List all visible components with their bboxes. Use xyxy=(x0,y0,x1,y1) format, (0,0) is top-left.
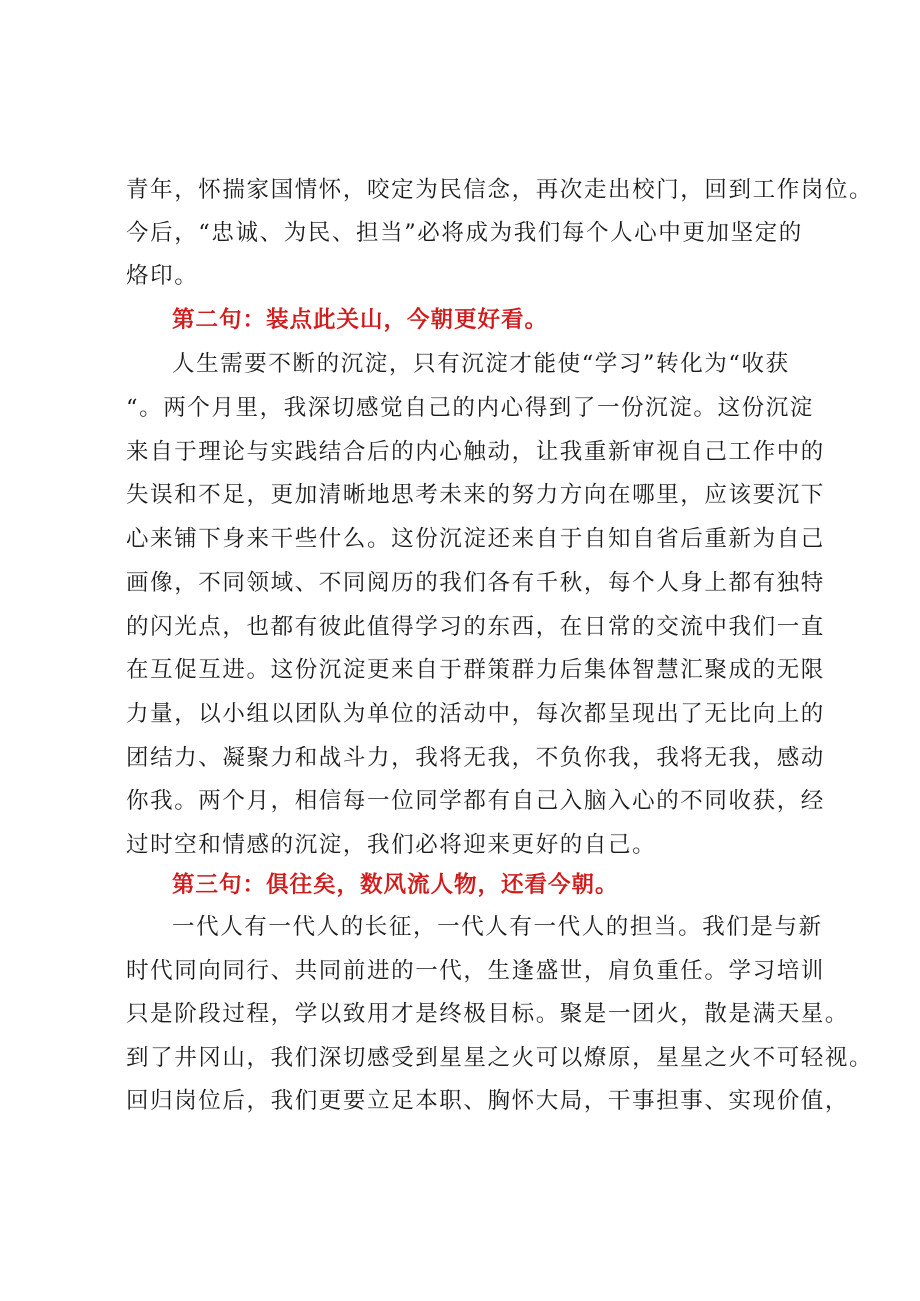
section-heading-2: 第二句：装点此关山，今朝更好看。 xyxy=(172,307,549,333)
paragraph-line: 的闪光点，也都有彼此值得学习的东西，在日常的交流中我们一直 xyxy=(126,614,825,640)
paragraph-line: 失误和不足，更加清晰地思考未来的努力方向在哪里，应该要沉下 xyxy=(126,482,825,508)
paragraph-line: 今后，“忠诚、为民、担当”必将成为我们每个人心中更加坚定的 xyxy=(126,220,803,246)
paragraph-line: 一代人有一代人的长征，一代人有一代人的担当。我们是与新 xyxy=(172,914,823,940)
paragraph-line: 时代同向同行、共同前进的一代，生逢盛世，肩负重任。学习培训 xyxy=(126,958,825,984)
paragraph-line: 来自于理论与实践结合后的内心触动，让我重新审视自己工作中的 xyxy=(126,439,825,465)
paragraph-line: 你我。两个月，相信每一位同学都有自己入脑入心的不同收获，经 xyxy=(126,788,825,814)
paragraph-line: 心来铺下身来干些什么。这份沉淀还来自于自知自省后重新为自己 xyxy=(126,526,825,552)
paragraph-line: 力量，以小组以团队为单位的活动中，每次都呈现出了无比向上的 xyxy=(126,701,825,727)
paragraph-line: 过时空和情感的沉淀，我们必将迎来更好的自己。 xyxy=(126,832,657,858)
paragraph-line: 人生需要不断的沉淀，只有沉淀才能使“学习”转化为“收获 xyxy=(172,351,790,377)
paragraph-line: 在互促互进。这份沉淀更来自于群策群力后集体智慧汇聚成的无限 xyxy=(126,657,825,683)
paragraph-line: 到了井冈山，我们深切感受到星星之火可以燎原，星星之火不可轻视。 xyxy=(126,1045,874,1071)
paragraph-line: 画像，不同领域、不同阅历的我们各有千秋，每个人身上都有独特 xyxy=(126,570,825,596)
paragraph-line: 烙印。 xyxy=(126,263,199,289)
paragraph-line: 回归岗位后，我们更要立足本职、胸怀大局，干事担事、实现价值， xyxy=(126,1088,850,1114)
paragraph-line: “。两个月里，我深切感觉自己的内心得到了一份沉淀。这份沉淀 xyxy=(126,395,814,421)
paragraph-line: 只是阶段过程，学以致用才是终极目标。聚是一团火，散是满天星。 xyxy=(126,1001,850,1027)
section-heading-3: 第三句：俱往矣，数风流人物，还看今朝。 xyxy=(172,872,619,898)
paragraph-line: 团结力、凝聚力和战斗力，我将无我，不负你我，我将无我，感动 xyxy=(126,745,825,771)
paragraph-line: 青年，怀揣家国情怀，咬定为民信念，再次走出校门，回到工作岗位。 xyxy=(126,177,874,203)
